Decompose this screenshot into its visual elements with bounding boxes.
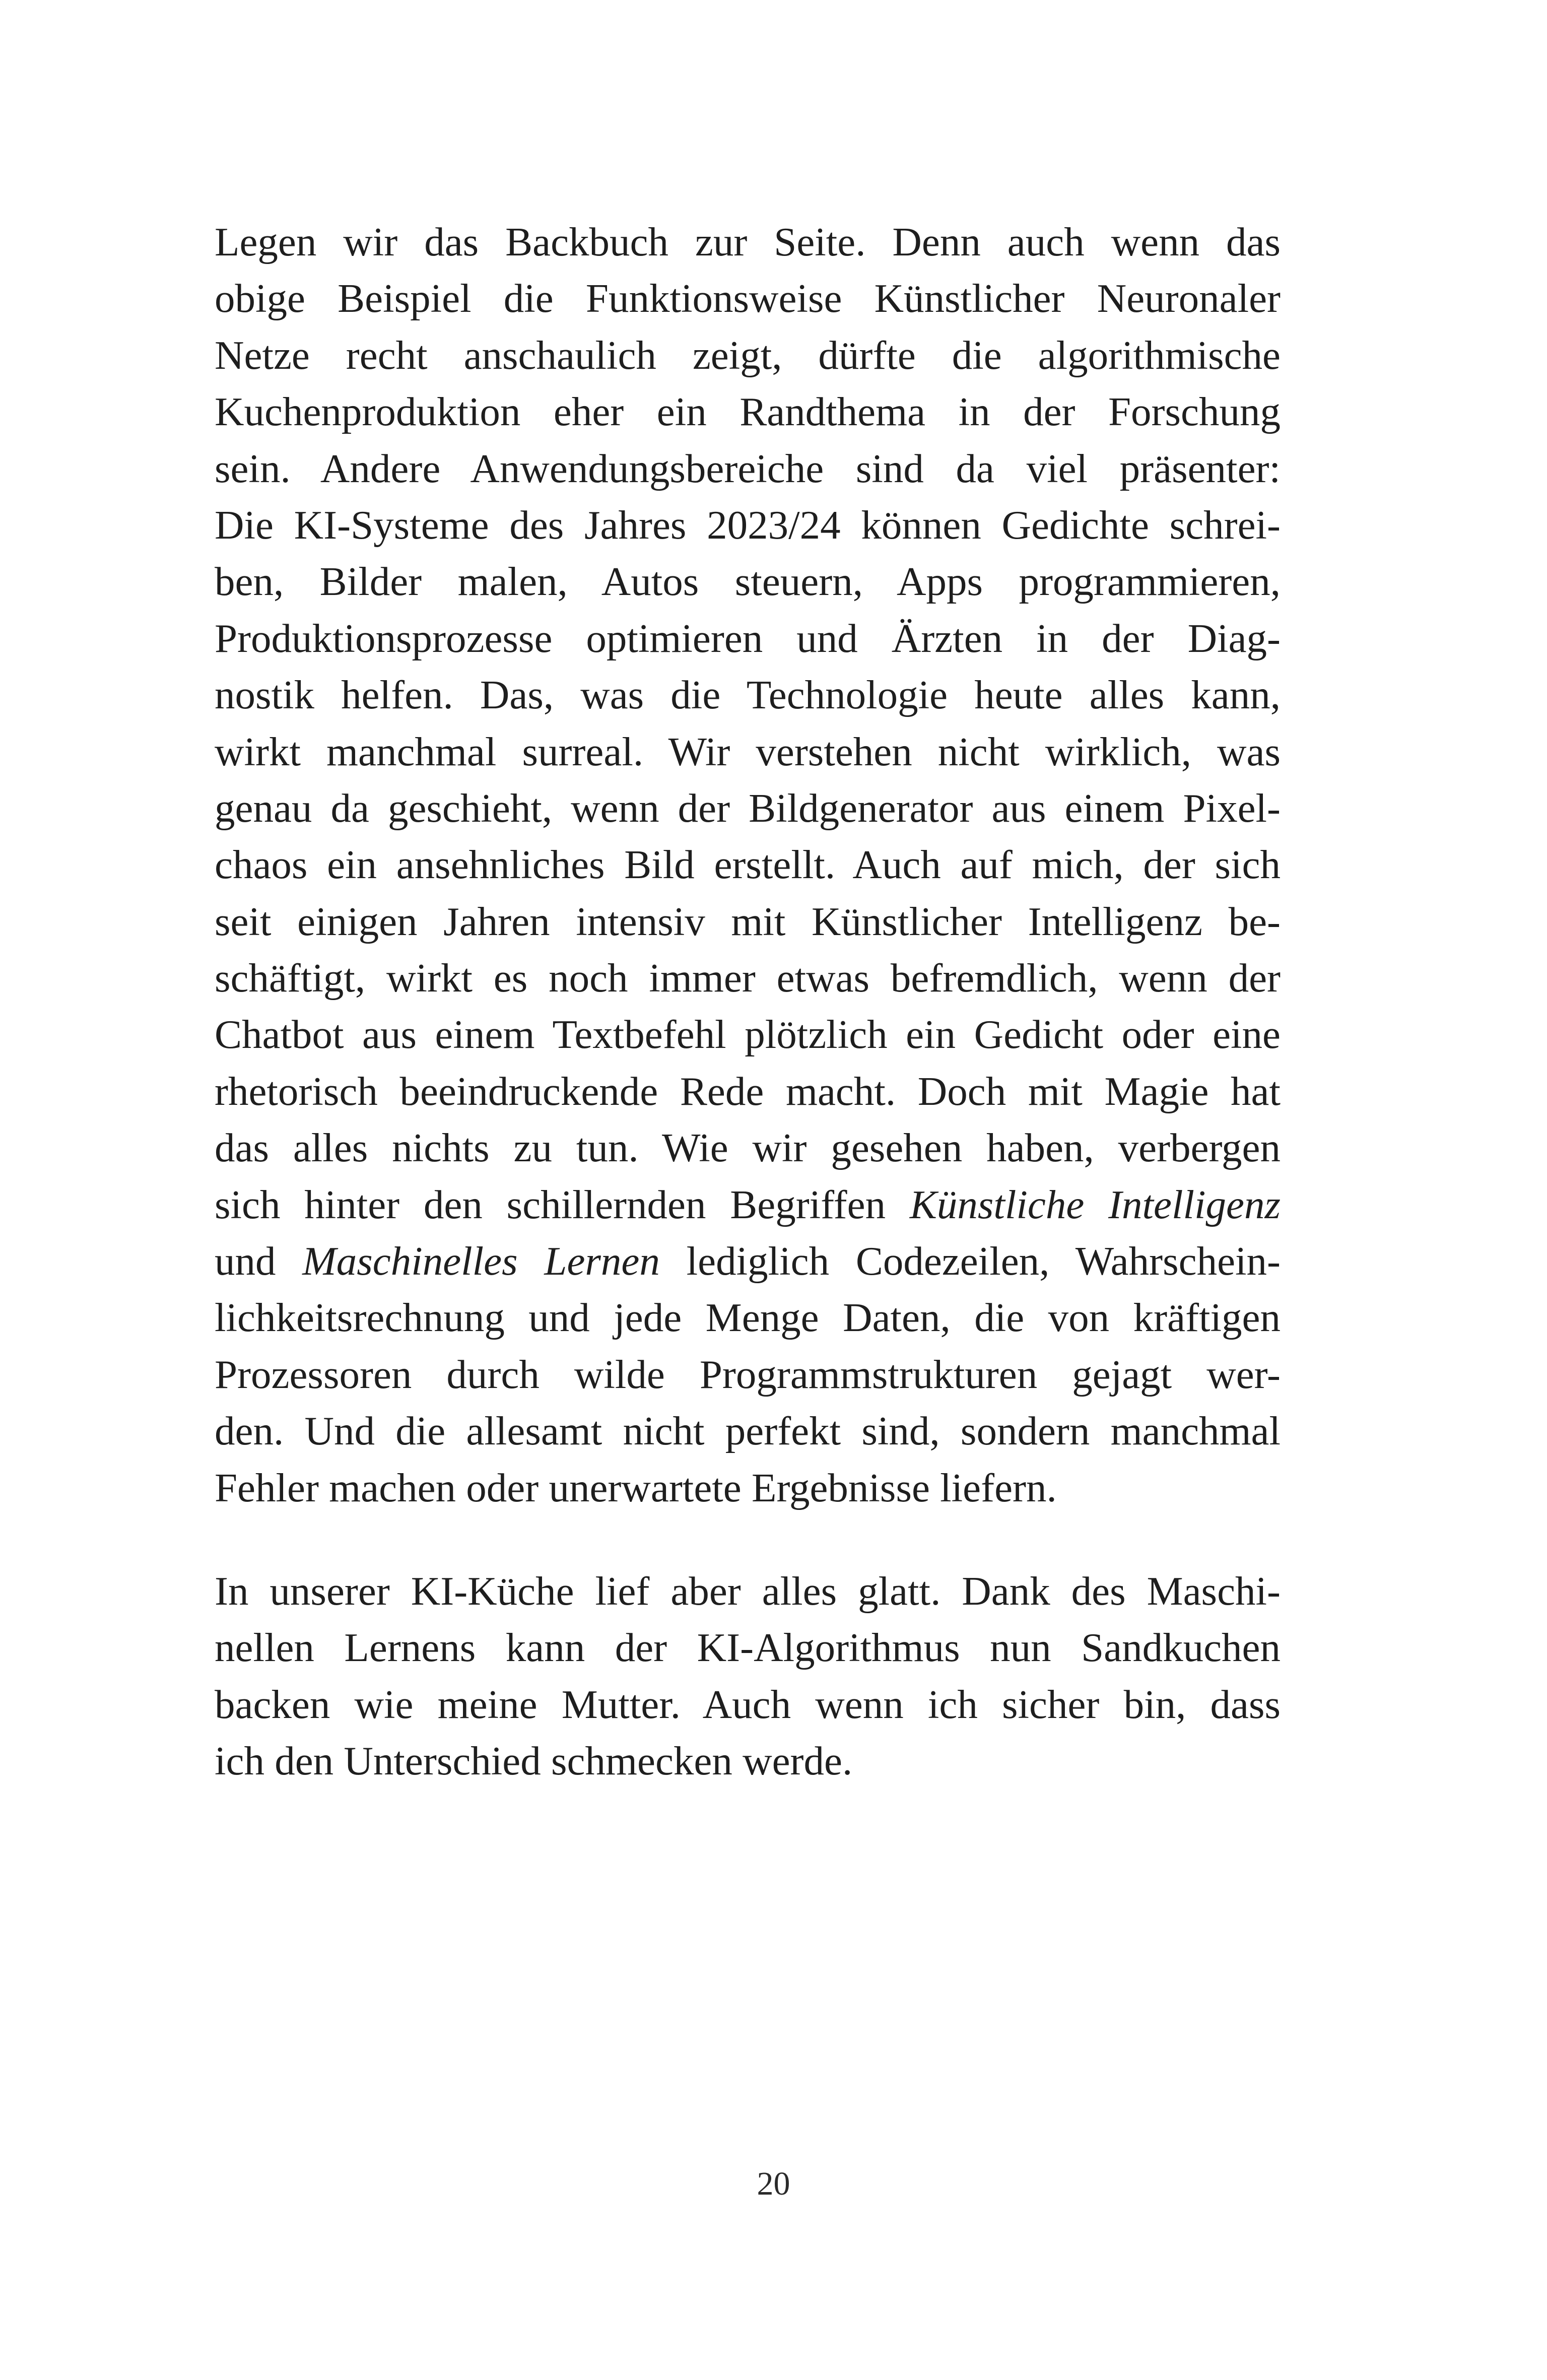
text-line: ben, Bilder malen, Autos steuern, Apps programmieren, [215,559,1281,605]
text-line: In unserer KI-Küche lief aber alles glatt. Dank des Maschi- [215,1568,1281,1614]
line-text: lediglich Codezeilen, Wahrschein- [659,1238,1281,1284]
paragraph-1 [215,214,1281,1516]
text-line: lichkeitsrechnung und jede Menge Daten, die von kräftigen [215,1295,1281,1341]
text-line: schäftigt, wirkt es noch immer etwas befremdlich, wenn der [215,955,1281,1001]
text-line-with-italic [215,1233,1281,1289]
text-line: Die KI-Systeme des Jahres 2023/24 können Gedichte schrei- [215,502,1281,548]
text-line: obige Beispiel die Funktionsweise Künstlicher Neuronaler [215,276,1281,321]
paragraph-2 [215,1563,1281,1790]
text-line: den. Und die allesamt nicht perfekt sind, sondern manchmal [215,1408,1281,1454]
text-line: nostik helfen. Das, was die Technologie heute alles kann, [215,672,1281,718]
text-line: Kuchenproduktion eher ein Randthema in der Forschung [215,389,1281,435]
line-text: sich hinter den schillernden Begriffen [215,1181,910,1227]
text-line: chaos ein ansehnliches Bild erstellt. Auch auf mich, der sich [215,842,1281,888]
text-line: das alles nichts zu tun. Wie wir gesehen haben, verbergen [215,1125,1281,1171]
text-line: ich den Unterschied schmecken werde. [215,1738,853,1784]
italic-term-kuenstliche-intelligenz: Künstliche Intelligenz [909,1181,1281,1227]
text-line: Fehler machen oder unerwartete Ergebnisse liefern. [215,1465,1057,1510]
text-line: Prozessoren durch wilde Programmstrukturen gejagt wer- [215,1351,1281,1397]
italic-term-maschinelles-lernen: Maschinelles Lernen [302,1238,660,1284]
page-number: 20 [757,2165,790,2202]
text-line: Produktionsprozesse optimieren und Ärzten in der Diag- [215,615,1281,661]
text-line: genau da geschieht, wenn der Bildgenerator aus einem Pixel- [215,785,1281,831]
text-line: wirkt manchmal surreal. Wir verstehen nicht wirklich, was [215,729,1281,774]
text-line: Netze recht anschaulich zeigt, dürfte die algorithmische [215,332,1281,378]
text-line: nellen Lernens kann der KI-Algorithmus nun Sandkuchen [215,1625,1281,1671]
text-line: sein. Andere Anwendungsbereiche sind da viel präsenter: [215,445,1281,491]
text-line: Chatbot aus einem Textbefehl plötzlich ein Gedicht oder eine [215,1012,1281,1057]
text-line: backen wie meine Mutter. Auch wenn ich sicher bin, dass [215,1681,1281,1727]
text-line: rhetorisch beeindruckende Rede macht. Doch mit Magie hat [215,1068,1281,1114]
line-text: und [215,1238,303,1284]
text-line-with-italic [215,1176,1281,1233]
text-line: seit einigen Jahren intensiv mit Künstlicher Intelligenz be- [215,898,1281,944]
text-line: Legen wir das Backbuch zur Seite. Denn auch wenn das [215,219,1281,265]
